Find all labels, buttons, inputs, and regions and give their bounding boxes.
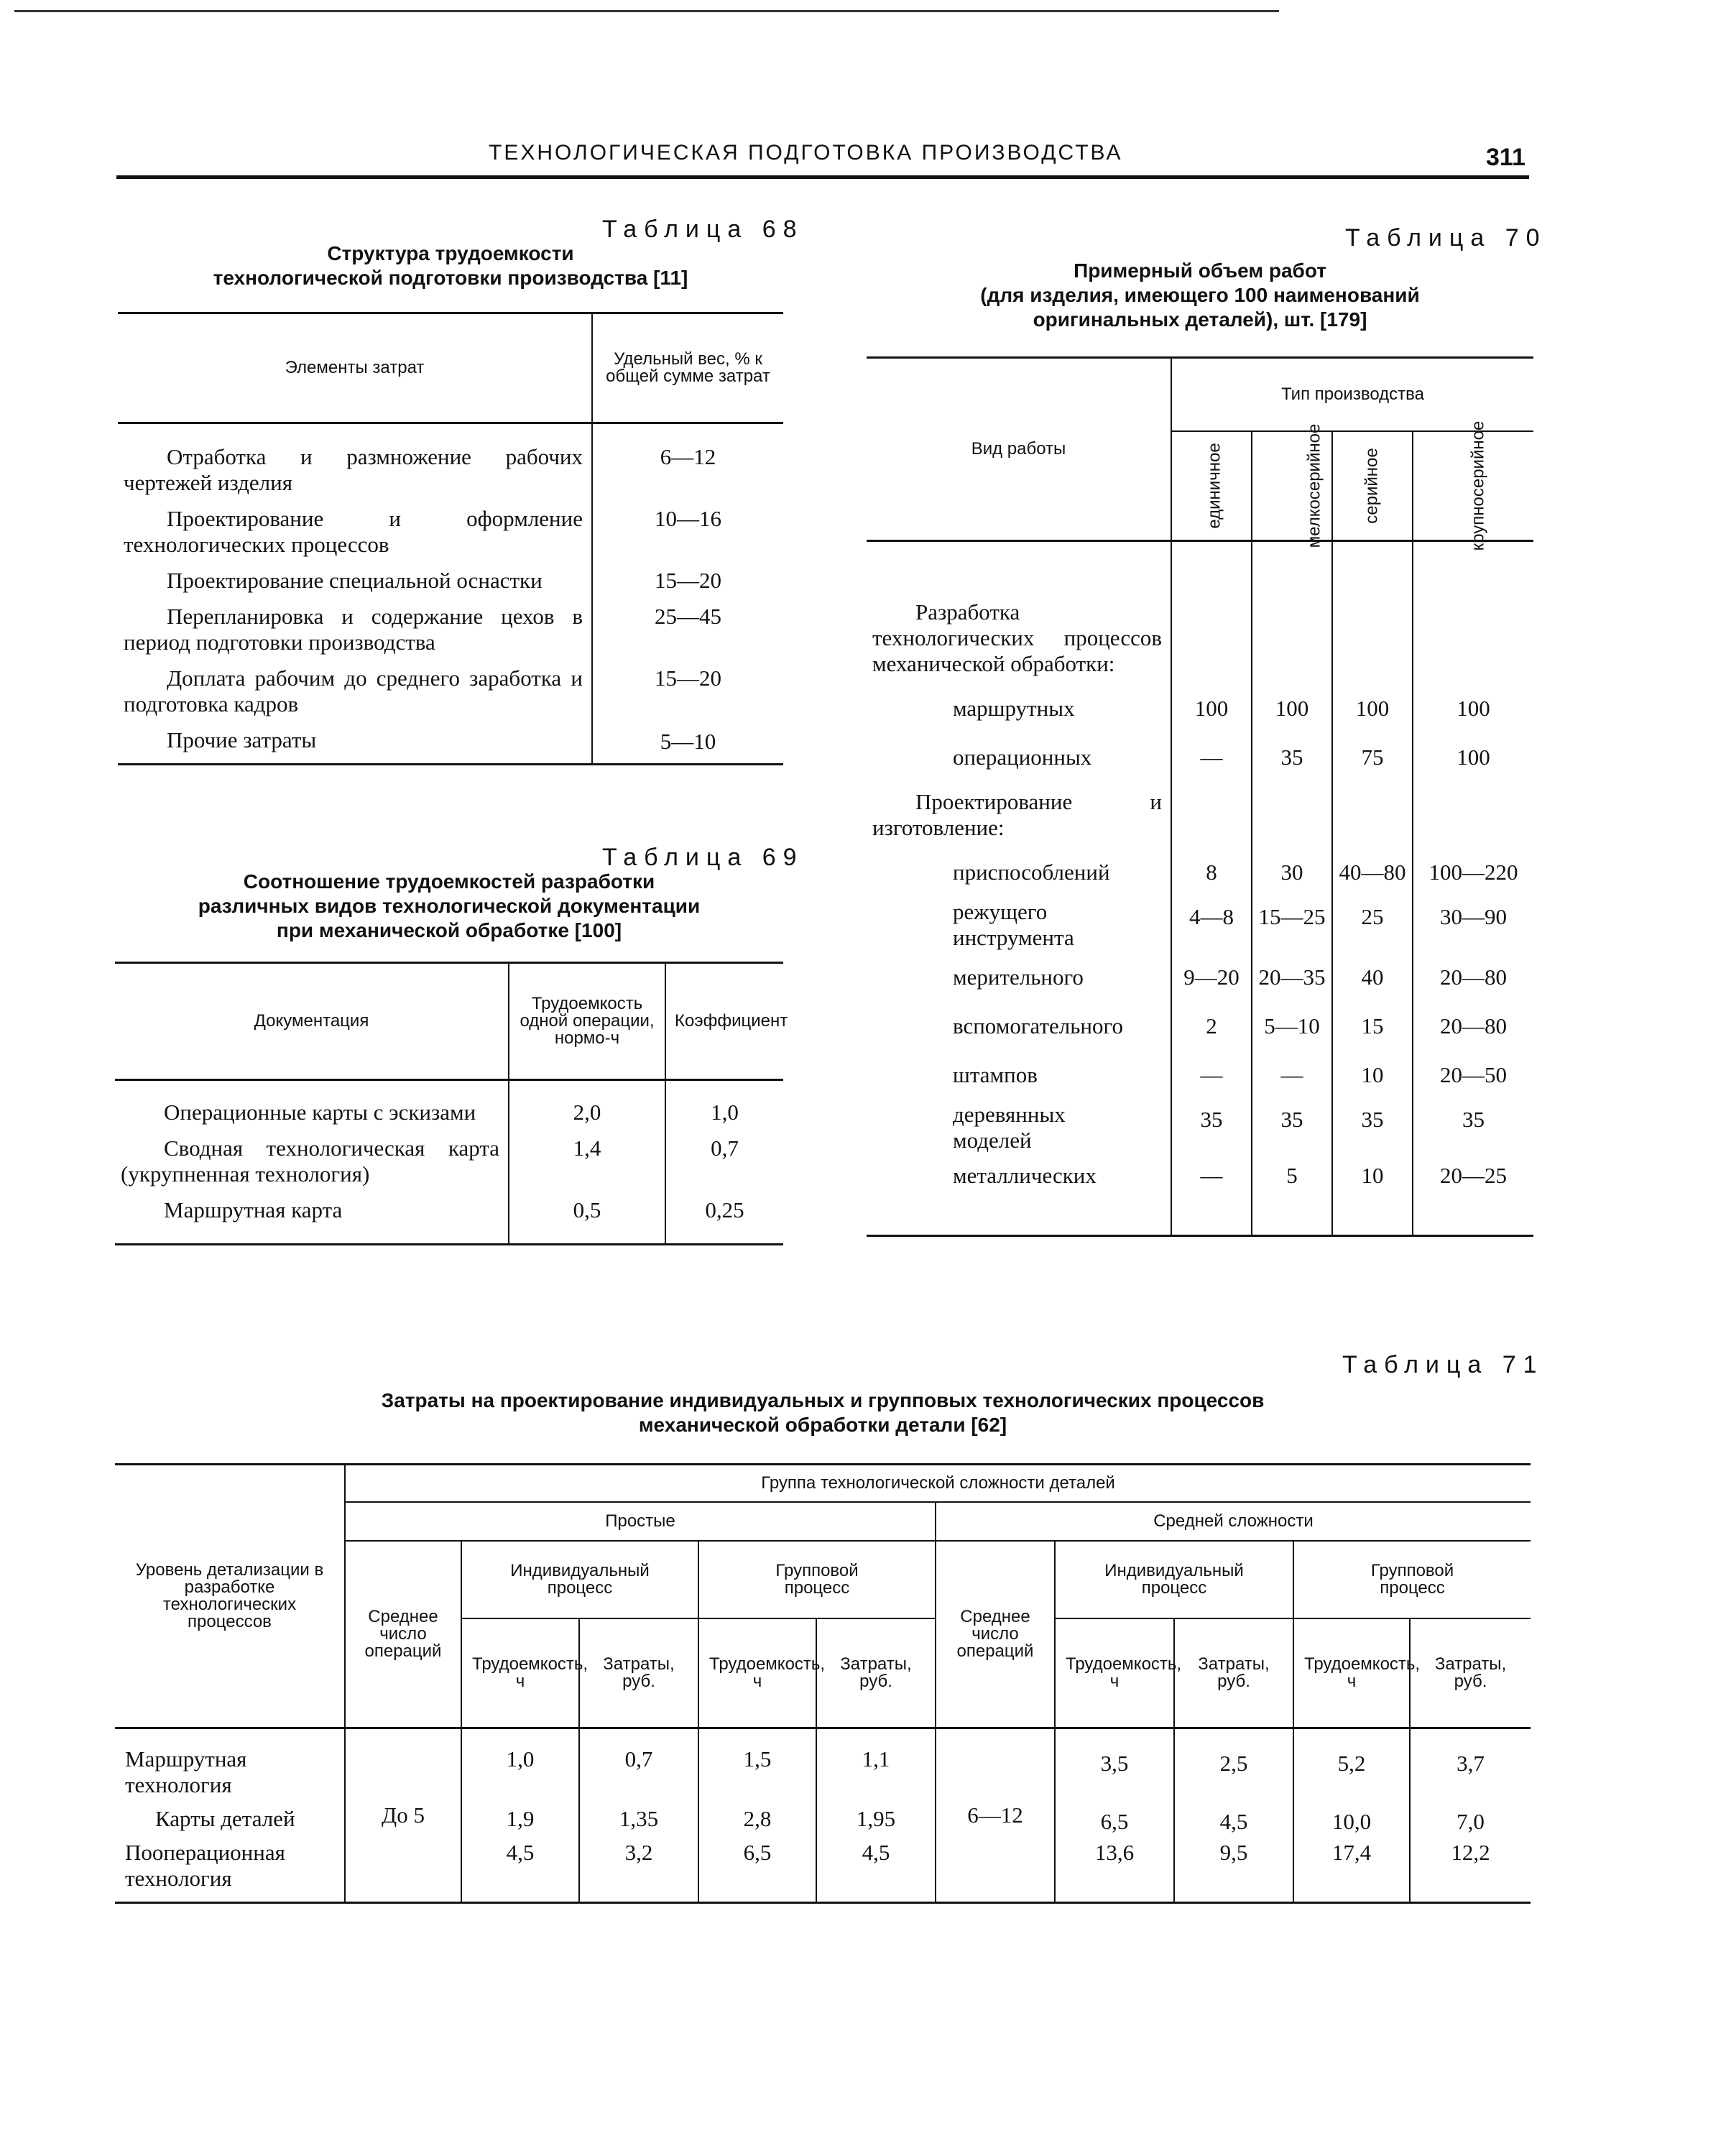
table-row: Проектирование специальной оснастки 15—20	[118, 565, 783, 601]
table-row: деревянных моделей 35 35 35 35	[867, 1100, 1533, 1156]
table71-medium-grp-cost: Затраты, руб.	[1410, 1618, 1531, 1728]
table71-simple-ind-labor: Трудоемкость, ч	[461, 1618, 579, 1728]
table-row: вспомогательного 2 5—10 15 20—80	[867, 1002, 1533, 1051]
table-row: операционных — 35 75 100	[867, 733, 1533, 782]
table-row: Доплата рабочим до среднего заработка и подготовка кадров 15—20	[118, 663, 783, 724]
table71-col-simple: Простые	[345, 1502, 936, 1541]
table70-col-work: Вид работы	[867, 358, 1171, 541]
table71-col-group: Группа технологической сложности деталей	[345, 1465, 1531, 1503]
table70	[867, 356, 1533, 1237]
table69-col-coefficient: Коэффициент	[665, 963, 783, 1080]
table70-caption: Примерный объем работ (для изделия, имеющего 100 наименований оригинальных деталей), шт. [179]	[980, 259, 1420, 331]
table71	[115, 1463, 1531, 1904]
table-row: приспособлений 8 30 40—80 100—220	[867, 848, 1533, 897]
table-row: маршрутных 100 100 100 100	[867, 684, 1533, 733]
table71-medium-group: Групповой процесс	[1293, 1541, 1531, 1618]
table71-caption: Затраты на проектирование индивидуальных и групповых технологических процессов механической обработки детали [62]	[381, 1389, 1265, 1436]
table70-type-2: серийное	[1332, 431, 1413, 541]
table70-type-1: мелкосерийное	[1252, 431, 1332, 541]
table69-col-documentation: Документация	[115, 963, 509, 1080]
running-title: ТЕХНОЛОГИЧЕСКАЯ ПОДГОТОВКА ПРОИЗВОДСТВА	[489, 141, 1123, 165]
table68	[118, 312, 783, 765]
table71-medium-avg-ops: Среднее число операций	[936, 1541, 1055, 1728]
table71-col-level: Уровень детализации в разработке технологических процессов	[115, 1465, 345, 1728]
table-row: Перепланировка и содержание цехов в период подготовки производства 25—45	[118, 601, 783, 663]
table-row: металлических — 5 10 20—25	[867, 1156, 1533, 1236]
table-row: Маршрутная карта 0,5 0,25	[115, 1194, 783, 1245]
table71-medium-ind-labor: Трудоемкость, ч	[1055, 1618, 1174, 1728]
table71-simple-group: Групповой процесс	[698, 1541, 936, 1618]
table70-type-0: единичное	[1171, 431, 1252, 541]
table68-caption: Структура трудоемкости технологической подготовки производства [11]	[213, 242, 688, 289]
table-row: Операционные карты с эскизами 2,0 1,0	[115, 1080, 783, 1133]
table-row: мерительного 9—20 20—35 40 20—80	[867, 953, 1533, 1002]
table-row: Сводная технологическая карта (укрупненная технология) 1,4 0,7	[115, 1133, 783, 1194]
table71-simple-individual: Индивидуальный процесс	[461, 1541, 698, 1618]
table-row: Пооперационная технология 4,5 3,2 6,5 4,5 13,6 9,5 17,4 12,2	[115, 1840, 1531, 1903]
table-row: Прочие затраты 5—10	[118, 724, 783, 765]
table-row: Маршрутная технология До 5 1,0 0,7 1,5 1,1 6—12 3,5 2,5 5,2 3,7	[115, 1728, 1531, 1799]
table-row: Проектирование и изготовление:	[867, 782, 1533, 848]
table69-label: Таблица 69	[602, 844, 804, 871]
table68-col-share: Удельный вес, % к общей сумме затрат	[592, 313, 783, 423]
table-row: режущего инструмента 4—8 15—25 25 30—90	[867, 897, 1533, 953]
table71-simple-avg-ops: Среднее число операций	[345, 1541, 461, 1728]
top-scan-line	[14, 10, 1279, 12]
table70-label: Таблица 70	[1345, 224, 1547, 252]
header-rule	[116, 175, 1529, 179]
table69-col-labor: Трудоемкость одной операции, нормо-ч	[509, 963, 665, 1080]
table71-simple-grp-cost: Затраты, руб.	[816, 1618, 936, 1728]
table71-medium-grp-labor: Трудоемкость, ч	[1293, 1618, 1410, 1728]
table70-type-3: крупносерийное	[1413, 431, 1533, 541]
table-row: Проектирование и оформление технологических процессов 10—16	[118, 503, 783, 565]
table71-medium-individual: Индивидуальный процесс	[1055, 1541, 1293, 1618]
table71-simple-ind-cost: Затраты, руб.	[579, 1618, 698, 1728]
table68-label: Таблица 68	[602, 216, 804, 243]
table-row: Отработка и размножение рабочих чертежей изделия 6—12	[118, 423, 783, 504]
page-number: 311	[1486, 144, 1525, 171]
table70-col-production-type: Тип производства	[1171, 358, 1533, 432]
table69-caption: Соотношение трудоемкостей разработки различных видов технологической документации при механической обработке [100]	[198, 870, 701, 941]
table-row: Карты деталей 1,9 1,35 2,8 1,95 6,5 4,5 10,0 7,0	[115, 1798, 1531, 1840]
table71-label: Таблица 71	[1342, 1351, 1544, 1378]
table71-col-medium: Средней сложности	[936, 1502, 1531, 1541]
table68-col-elements: Элементы затрат	[118, 313, 592, 423]
table71-simple-grp-labor: Трудоемкость, ч	[698, 1618, 816, 1728]
table-row: штампов — — 10 20—50	[867, 1051, 1533, 1100]
table69	[115, 962, 788, 1245]
table-row: Разработка технологических процессов механической обработки:	[867, 541, 1533, 685]
table71-medium-ind-cost: Затраты, руб.	[1174, 1618, 1293, 1728]
